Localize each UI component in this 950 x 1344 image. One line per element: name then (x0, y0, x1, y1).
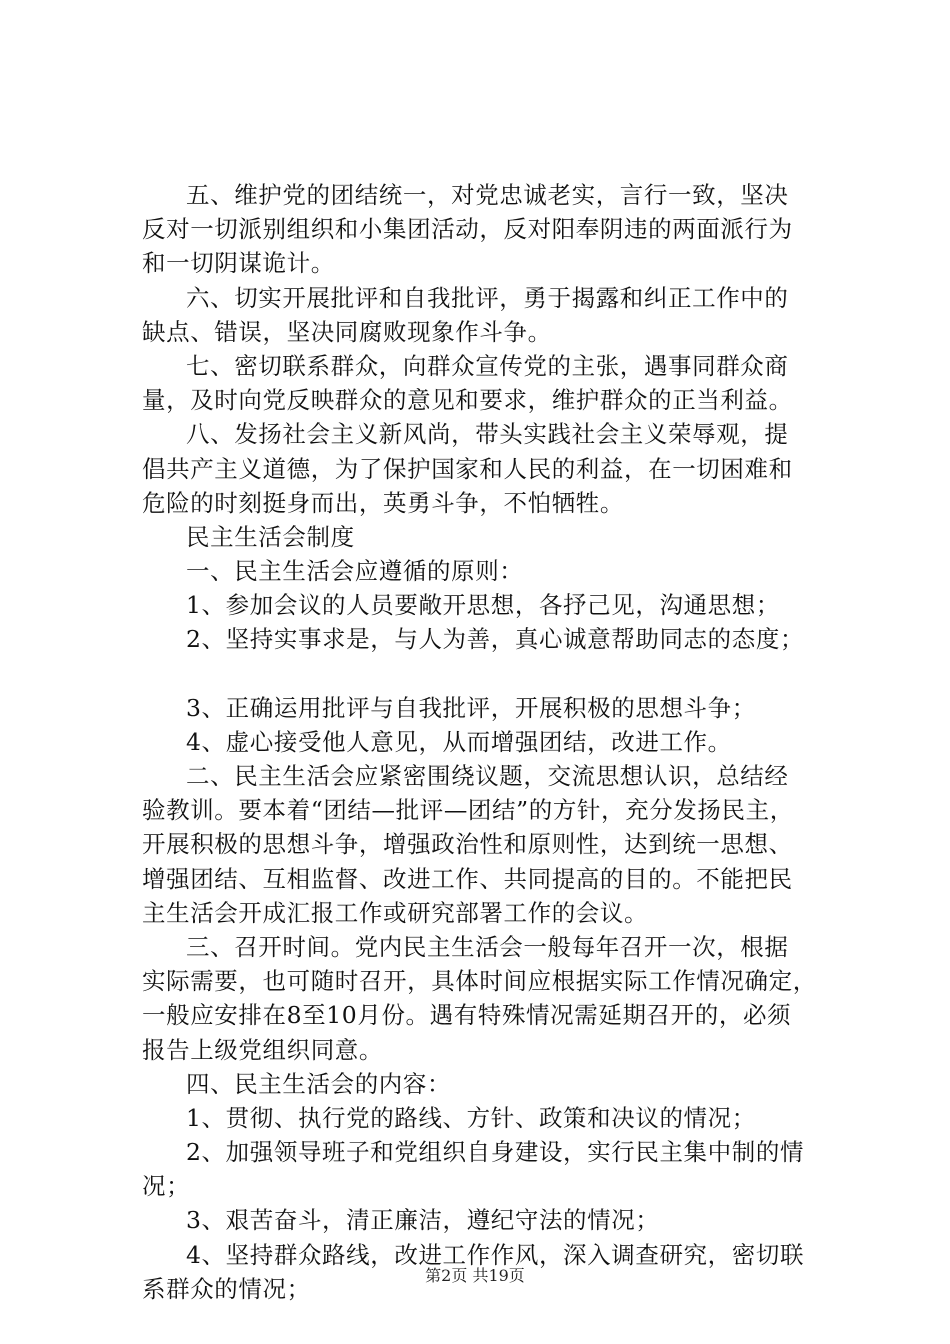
text-line: 3、正确运用批评与自我批评，开展积极的思想斗争； (186, 693, 756, 722)
content-item-1 (142, 1101, 842, 1135)
text-line: 开展积极的思想斗争，增强政治性和原则性，达到统一思想、 (142, 830, 793, 859)
text-line: 二、民主生活会应紧密围绕议题，交流思想认识，总结经 (186, 762, 789, 790)
paragraph-5 (142, 178, 842, 281)
text-line: 4、坚持群众路线，改进工作作风，深入调查研究，密切联 (186, 1240, 805, 1269)
text-line: 2、坚持实事求是，与人为善，真心诚意帮助同志的态度； (186, 625, 805, 654)
principle-item-3 (142, 691, 842, 725)
document-body (142, 178, 842, 1306)
text-line: 1、参加会议的人员要敞开思想，各抒己见，沟通思想； (186, 591, 780, 620)
paragraph-8 (142, 417, 842, 520)
page-number: 第2页 共19页 (425, 1266, 525, 1285)
content-item-2 (142, 1135, 842, 1203)
text-line: 反对一切派别组织和小集团活动，反对阳奉阴违的两面派行为 (142, 215, 793, 244)
text-line: 八、发扬社会主义新风尚，带头实践社会主义荣辱观，提 (186, 420, 789, 449)
text-line: 2、加强领导班子和党组织自身建设，实行民主集中制的情 (186, 1138, 805, 1167)
text-line: 五、维护党的团结统一，对党忠诚老实，言行一致，坚决 (186, 181, 789, 209)
section-heading (142, 520, 842, 554)
text-line: 系群众的情况； (142, 1274, 311, 1303)
text-line: 3、艰苦奋斗，清正廉洁，遵纪守法的情况； (186, 1206, 660, 1235)
text-line: 危险的时刻挺身而出，英勇斗争，不怕牺牲。 (142, 488, 624, 517)
text-line: 4、虚心接受他人意见，从而增强团结，改进工作。 (186, 727, 732, 756)
principle-item-2 (142, 622, 842, 656)
text-line: 实际需要，也可随时召开，具体时间应根据实际工作情况确定， (142, 967, 817, 996)
text-line: 六、切实开展批评和自我批评，勇于揭露和纠正工作中的 (186, 283, 789, 312)
text-line: 倡共产主义道德，为了保护国家和人民的利益，在一切困难和 (142, 454, 793, 483)
text-line: 1、贯彻、执行党的路线、方针、政策和决议的情况； (186, 1103, 756, 1132)
principles-heading (142, 554, 842, 588)
text-line: 主生活会开成汇报工作或研究部署工作的会议。 (142, 898, 649, 927)
section-title: 民主生活会制度 (186, 522, 355, 551)
blank-line (142, 657, 842, 691)
principle-item-4 (142, 725, 842, 759)
content-heading (142, 1067, 842, 1101)
text-line: 量，及时向党反映群众的意见和要求，维护群众的正当利益。 (142, 386, 793, 415)
content-item-3 (142, 1203, 842, 1237)
paragraph-7 (142, 349, 842, 417)
text-line: 况； (142, 1172, 191, 1201)
paragraph-6 (142, 281, 842, 349)
text-line: 增强团结、互相监督、改进工作、共同提高的目的。不能把民 (142, 864, 793, 893)
principle-item-1 (142, 588, 842, 622)
text-line: 一般应安排在8至10月份。遇有特殊情况需延期召开的，必须 (142, 1001, 792, 1030)
paragraph-schedule (142, 930, 842, 1067)
text-line: 和一切阴谋诡计。 (142, 249, 335, 278)
text-line: 七、密切联系群众，向群众宣传党的主张，遇事同群众商 (186, 351, 789, 380)
page-footer (0, 1266, 950, 1286)
paragraph-topics (142, 759, 842, 930)
text-line: 三、召开时间。党内民主生活会一般每年召开一次，根据 (186, 932, 789, 961)
text-line: 验教训。要本着“团结—批评—团结”的方针，充分发扬民主， (142, 796, 794, 825)
text-line: 缺点、错误，坚决同腐败现象作斗争。 (142, 317, 552, 346)
text-line: 四、民主生活会的内容： (186, 1069, 452, 1098)
text-line: 一、民主生活会应遵循的原则： (186, 557, 524, 586)
text-line: 报告上级党组织同意。 (142, 1035, 383, 1064)
